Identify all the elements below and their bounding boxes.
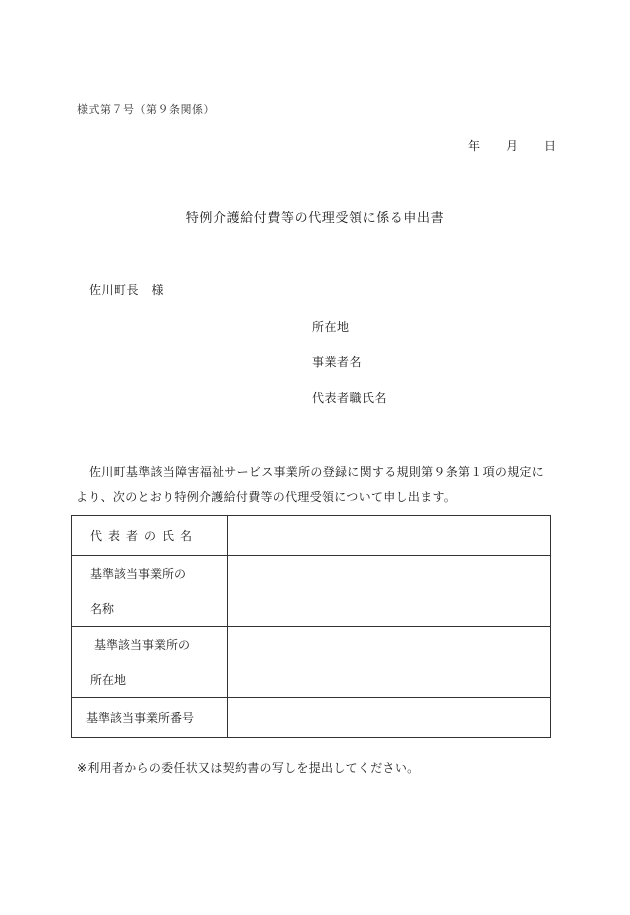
date-line <box>468 137 556 154</box>
business-name-label <box>72 556 228 627</box>
applicant-location-label: 所在地 <box>312 320 350 334</box>
request-statement-line-2: より、次のとおり特例介護給付費等の代理受領について申し出ます。 <box>76 490 457 504</box>
business-address-label-line-1: 基準該当事業所の <box>94 638 191 652</box>
business-name-label-line-1: 基準該当事業所の <box>90 567 187 581</box>
date-year-label: 年 <box>467 139 480 153</box>
table-row <box>72 698 551 738</box>
business-address-label <box>72 627 228 698</box>
business-address-label-line-2: 所在地 <box>90 673 127 687</box>
date-day-label: 日 <box>543 139 556 153</box>
representative-name-field[interactable] <box>227 516 550 556</box>
document-title: 特例介護給付費等の代理受領に係る申出書 <box>185 211 445 226</box>
form-number: 様式第７号（第９条関係） <box>77 103 215 116</box>
representative-name-label: 代表者の氏名 <box>72 516 228 556</box>
business-number-label: 基準該当事業所番号 <box>72 698 228 738</box>
date-month-label: 月 <box>505 139 518 153</box>
attachment-note: ※利用者からの委任状又は契約書の写しを提出してください。 <box>77 761 420 775</box>
business-address-field[interactable] <box>227 627 550 698</box>
table-row <box>72 516 551 556</box>
business-name-label-line-2: 名称 <box>90 602 115 616</box>
business-number-field[interactable] <box>227 698 550 738</box>
request-statement-line-1: 佐川町基準該当障害福祉サービス事業所の登録に関する規則第９条第１項の規定に <box>89 465 545 479</box>
request-statement <box>76 460 554 510</box>
table-row <box>72 627 551 698</box>
addressee: 佐川町長 様 <box>89 283 165 297</box>
applicant-business-name-label: 事業者名 <box>312 355 363 369</box>
business-info-table <box>71 515 551 738</box>
applicant-representative-label: 代表者職氏名 <box>312 391 388 405</box>
table-row <box>72 556 551 627</box>
business-name-field[interactable] <box>227 556 550 627</box>
